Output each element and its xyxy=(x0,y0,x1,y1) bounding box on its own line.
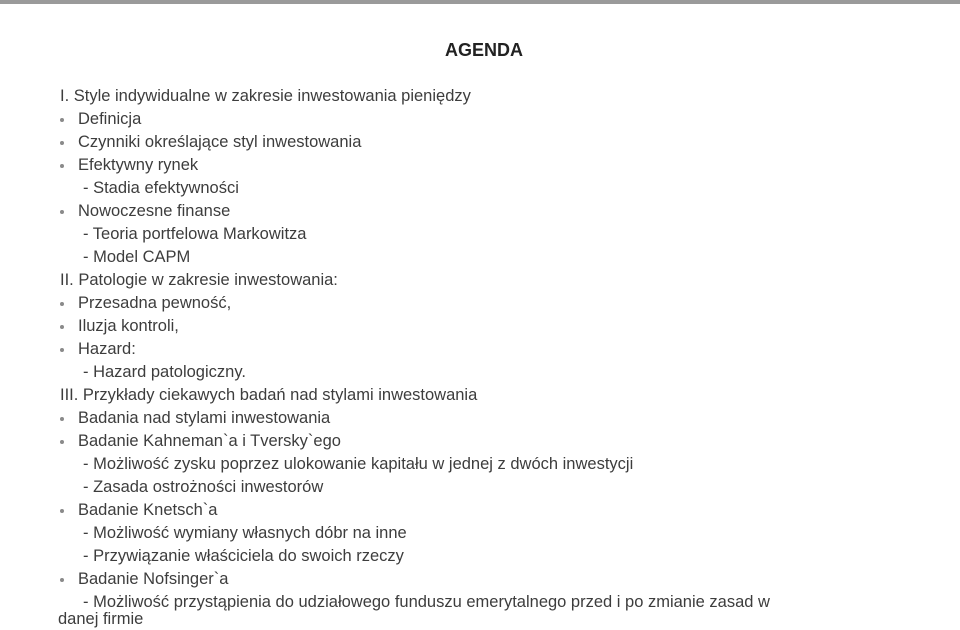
agenda-bullet-line: Definicja xyxy=(78,110,142,128)
agenda-bullet-line: Badanie Nofsinger`a xyxy=(78,570,229,588)
agenda-bullet-line: Badanie Kahneman`a i Tversky`ego xyxy=(78,432,341,450)
agenda-section-line: III. Przykłady ciekawych badań nad stylami inwestowania xyxy=(60,386,478,404)
agenda-sub-line: - Zasada ostrożności inwestorów xyxy=(83,478,324,496)
agenda-bullet-line: Przesadna pewność, xyxy=(78,294,232,312)
bullet-dot-icon xyxy=(60,302,64,306)
bullet-dot-icon xyxy=(60,164,64,168)
agenda-bullet-line: Badania nad stylami inwestowania xyxy=(78,409,331,427)
page-title: AGENDA xyxy=(445,40,524,60)
agenda-sub-line: - Model CAPM xyxy=(83,248,191,266)
agenda-sub-line: - Stadia efektywności xyxy=(83,179,239,197)
agenda-bullet-line: Badanie Knetsch`a xyxy=(78,501,218,519)
bullet-dot-icon xyxy=(60,210,64,214)
bullet-dot-icon xyxy=(60,578,64,582)
agenda-sub-line: - Hazard patologiczny. xyxy=(83,363,246,381)
agenda-cont-line: danej firmie xyxy=(58,610,144,628)
bullet-dot-icon xyxy=(60,440,64,444)
agenda-sub-line: - Możliwość wymiany własnych dóbr na inne xyxy=(83,524,407,542)
agenda-sub-line: - Możliwość zysku poprzez ulokowanie kapitału w jednej z dwóch inwestycji xyxy=(83,455,634,473)
agenda-bullet-line: Nowoczesne finanse xyxy=(78,202,231,220)
bullet-dot-icon xyxy=(60,509,64,513)
agenda-section-line: I. Style indywidualne w zakresie inwestowania pieniędzy xyxy=(60,87,471,105)
bullet-dot-icon xyxy=(60,118,64,122)
agenda-bullet-line: Hazard: xyxy=(78,340,136,358)
agenda-bullet-line: Iluzja kontroli, xyxy=(78,317,179,335)
bullet-dot-icon xyxy=(60,417,64,421)
agenda-section-line: II. Patologie w zakresie inwestowania: xyxy=(60,271,338,289)
agenda-bullet-line: Efektywny rynek xyxy=(78,156,199,174)
bullet-dot-icon xyxy=(60,325,64,329)
agenda-sub-line: - Teoria portfelowa Markowitza xyxy=(83,225,307,243)
bullet-dot-icon xyxy=(60,141,64,145)
agenda-sub-line: - Przywiązanie właściciela do swoich rzeczy xyxy=(83,547,404,565)
agenda-bullet-line: Czynniki określające styl inwestowania xyxy=(78,133,362,151)
bullet-dot-icon xyxy=(60,348,64,352)
agenda-sub-line: - Możliwość przystąpienia do udziałowego funduszu emerytalnego przed i po zmianie zasad w xyxy=(83,593,770,611)
